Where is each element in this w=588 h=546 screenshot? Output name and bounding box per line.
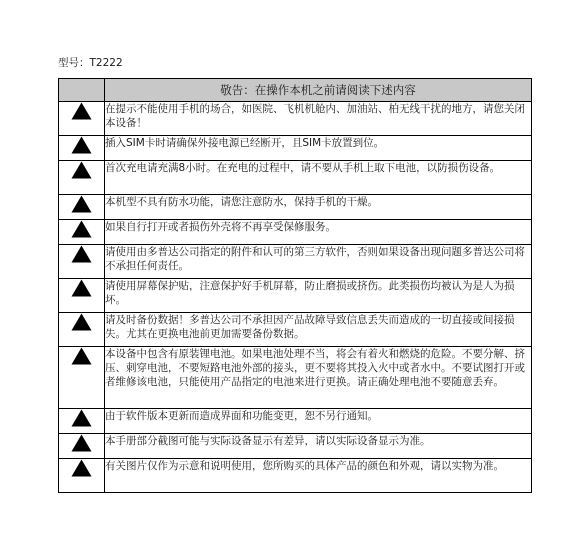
warning-icon-cell: [59, 459, 105, 493]
warning-row: [59, 161, 532, 195]
warning-icon-cell: [59, 161, 105, 195]
warning-icon-cell: [59, 220, 105, 245]
warning-row: [59, 102, 532, 136]
warning-row: [59, 459, 532, 493]
warning-row: [59, 136, 532, 161]
warning-row: [59, 313, 532, 347]
warning-icon-cell: [59, 313, 105, 347]
warning-triangle-icon: [71, 313, 92, 331]
warning-row: [59, 220, 532, 245]
warning-text: 有关图片仅作为示意和说明使用，您所购买的具体产品的颜色和外观，请以实物为准。: [105, 459, 532, 493]
warning-icon-cell: [59, 136, 105, 161]
warning-table-title: 敬告：在操作本机之前请阅读下述内容: [105, 79, 532, 102]
warning-text: 本设备中包含有原装锂电池。如果电池处理不当，将会有着火和燃烧的危险。不要分解、挤压、刺穿电池，不要短路电池外部的接头，更不要将其投入火中或者水中。不要试图打开或者维修该电池，只能使用产品指定的电池来进行更换。请正确处理电池不要随意丢弃。: [105, 347, 532, 409]
warning-text: 请及时备份数据！多普达公司不承担因产品故障导致信息丢失而造成的一切直接或间接损失。尤其在更换电池前更加需要备份数据。: [105, 313, 532, 347]
warning-icon-cell: [59, 347, 105, 409]
warning-triangle-icon: [71, 434, 92, 452]
warning-row: [59, 245, 532, 279]
warning-triangle-icon: [71, 347, 92, 365]
warning-text: 本手册部分截图可能与实际设备显示有差异，请以实际设备显示为准。: [105, 434, 532, 459]
warning-row: [59, 347, 532, 409]
warning-text: 首次充电请充满8小时。在充电的过程中，请不要从手机上取下电池，以防损伤设备。: [105, 161, 532, 195]
warning-table: [58, 78, 532, 493]
warning-text: 由于软件版本更新而造成界面和功能变更，恕不另行通知。: [105, 409, 532, 434]
warning-text: 请使用由多普达公司指定的附件和认可的第三方软件，否则如果设备出现问题多普达公司将不承担任何责任。: [105, 245, 532, 279]
warning-triangle-icon: [71, 161, 92, 179]
warning-row: [59, 409, 532, 434]
warning-triangle-icon: [71, 195, 92, 213]
warning-triangle-icon: [71, 279, 92, 297]
header-icon-cell: [59, 79, 105, 102]
warning-text: 如果自行打开或者损伤外壳将不再享受保修服务。: [105, 220, 532, 245]
model-number: 型号：T2222: [58, 57, 123, 69]
warning-text: 本机型不具有防水功能，请您注意防水，保持手机的干燥。: [105, 195, 532, 220]
warning-row: [59, 279, 532, 313]
warning-icon-cell: [59, 409, 105, 434]
warning-triangle-icon: [71, 409, 92, 427]
warning-icon-cell: [59, 195, 105, 220]
warning-text: 在提示不能使用手机的场合，如医院、飞机机舱内、加油站、柏无线干扰的地方，请您关闭本设备！: [105, 102, 532, 136]
warning-table-header: [59, 79, 532, 102]
warning-text: 插入SIM卡时请确保外接电源已经断开，且SIM卡放置到位。: [105, 136, 532, 161]
warning-icon-cell: [59, 279, 105, 313]
warning-triangle-icon: [71, 459, 92, 477]
warning-row: [59, 434, 532, 459]
warning-text: 请使用屏幕保护贴，注意保护好手机屏幕，防止磨损或挤伤。此类损伤均被认为是人为损坏。: [105, 279, 532, 313]
warning-row: [59, 195, 532, 220]
warning-triangle-icon: [71, 245, 92, 263]
warning-triangle-icon: [71, 220, 92, 238]
warning-triangle-icon: [71, 136, 92, 154]
warning-triangle-icon: [71, 102, 92, 120]
warning-icon-cell: [59, 245, 105, 279]
warning-icon-cell: [59, 102, 105, 136]
warning-icon-cell: [59, 434, 105, 459]
